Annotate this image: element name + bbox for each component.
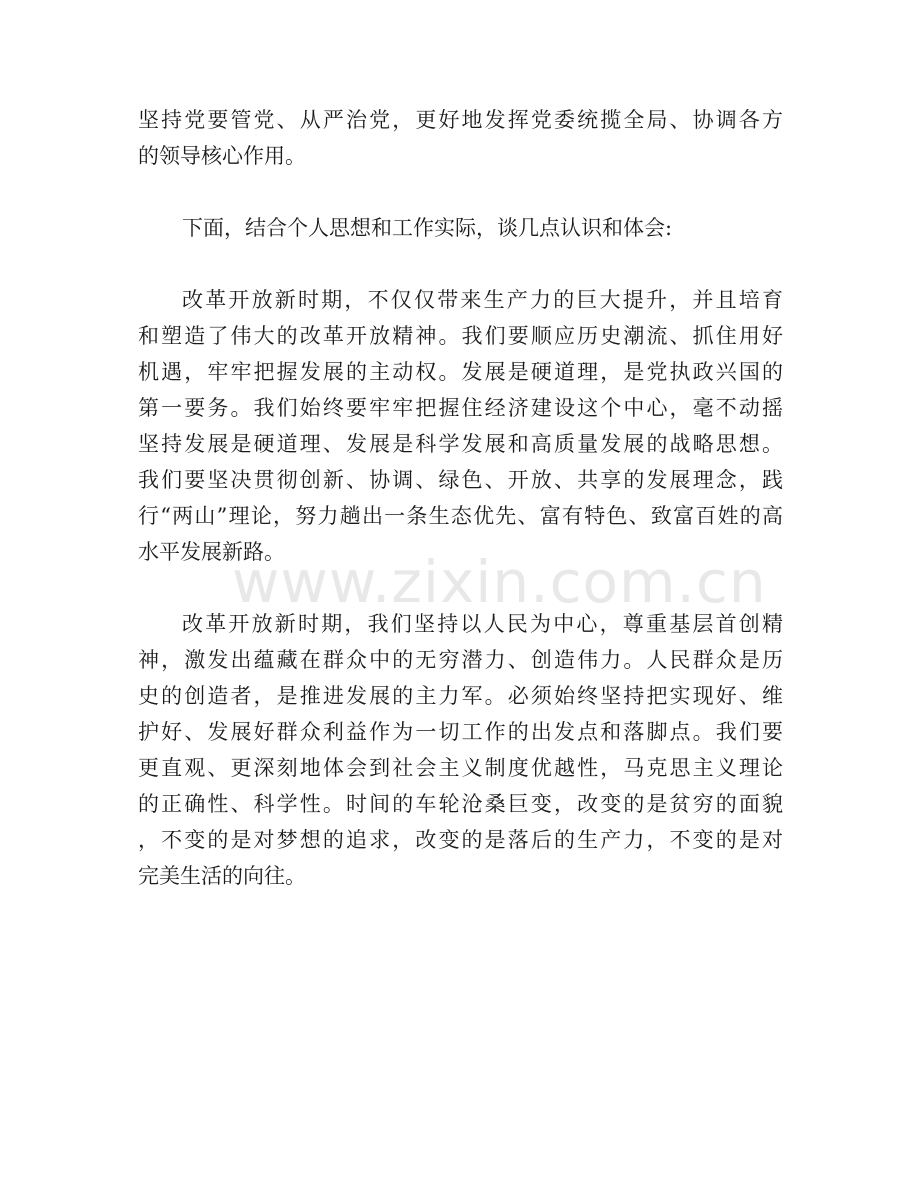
paragraph-line: ，不变的是对梦想的追求，改变的是落后的生产力，不变的是对 [138, 828, 783, 852]
document-body [138, 102, 783, 894]
paragraph-1 [138, 102, 783, 174]
watermark: www.zixin.com.cn [232, 548, 767, 616]
paragraph-line: 的正确性、科学性。时间的车轮沧桑巨变，改变的是贫穷的面貌 [138, 792, 783, 816]
paragraph-line: 更直观、更深刻地体会到社会主义制度优越性，马克思主义理论 [138, 756, 783, 780]
paragraph-2 [138, 210, 783, 246]
paragraph-4 [138, 606, 783, 894]
paragraph-line: 下面，结合个人思想和工作实际，谈几点认识和体会: [182, 216, 673, 240]
paragraph-3 [138, 282, 783, 570]
paragraph-line: 我们要坚决贯彻创新、协调、绿色、开放、共享的发展理念，践 [138, 468, 783, 492]
paragraph-line: 坚持发展是硬道理、发展是科学发展和高质量发展的战略思想。 [138, 432, 783, 456]
paragraph-line: 神，激发出蕴藏在群众中的无穷潜力、创造伟力。人民群众是历 [138, 648, 783, 672]
paragraph-line: 和塑造了伟大的改革开放精神。我们要顺应历史潮流、抓住用好 [138, 324, 783, 348]
paragraph-line: 史的创造者，是推进发展的主力军。必须始终坚持把实现好、维 [138, 684, 783, 708]
paragraph-line: 行“两山”理论，努力趟出一条生态优先、富有特色、致富百姓的高 [138, 504, 783, 528]
paragraph-line: 完美生活的向往。 [138, 864, 306, 888]
paragraph-line: 改革开放新时期，我们坚持以人民为中心，尊重基层首创精 [182, 612, 783, 636]
paragraph-line: 改革开放新时期，不仅仅带来生产力的巨大提升，并且培育 [182, 288, 783, 312]
paragraph-line: 护好、发展好群众利益作为一切工作的出发点和落脚点。我们要 [138, 720, 783, 744]
paragraph-line: 水平发展新路。 [138, 540, 285, 564]
paragraph-line: 坚持党要管党、从严治党，更好地发挥党委统揽全局、协调各方 [138, 108, 783, 132]
paragraph-line: 第一要务。我们始终要牢牢把握住经济建设这个中心，毫不动摇 [138, 396, 783, 420]
paragraph-line: 的领导核心作用。 [138, 144, 306, 168]
paragraph-line: 机遇，牢牢把握发展的主动权。发展是硬道理，是党执政兴国的 [138, 360, 783, 384]
